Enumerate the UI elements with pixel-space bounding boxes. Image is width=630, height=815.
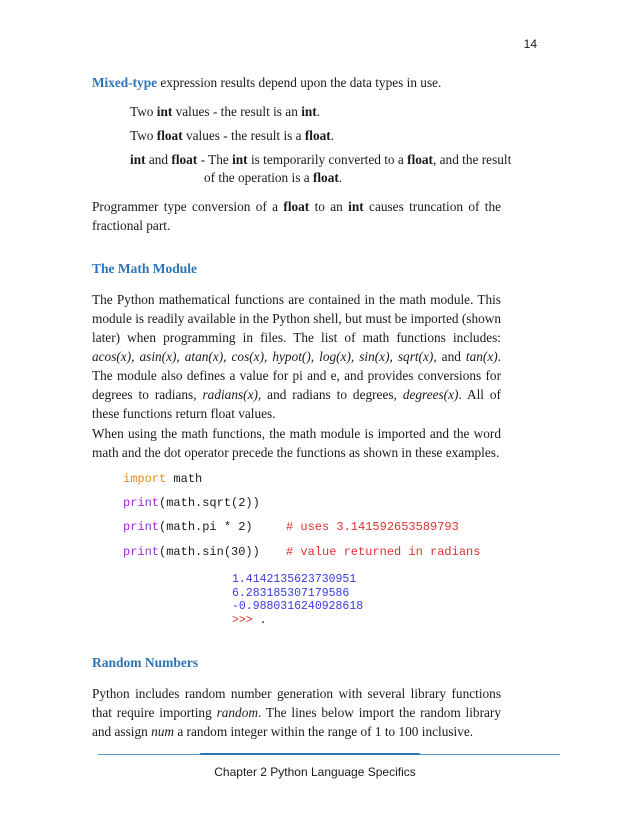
shell-output (232, 573, 363, 627)
rule-float-float: Two float values - the result is a float. (130, 128, 335, 143)
code-line-pi: print(math.pi * 2) (123, 520, 253, 534)
mixed-type-text: expression results depend upon the data types in use. (157, 75, 442, 90)
rule-int-float: int and float - The int is temporarily converted to a float, and the result (130, 152, 512, 167)
code-line-import: import math (123, 472, 203, 486)
rule-int-int: Two int values - the result is an int. (130, 104, 321, 119)
shell-prompt: >>> (232, 613, 253, 627)
math-module-heading: The Math Module (92, 261, 198, 276)
usage-paragraph: When using the math functions, the math module is imported and the word math and the dot operator precede the functions as shown in these examples. (92, 426, 501, 460)
code-line-sin: print(math.sin(30)) (123, 545, 260, 559)
rule-int-float-continued: of the operation is a float. (204, 170, 343, 185)
function-list: acos(x), asin(x), atan(x), cos(x), hypot(), log(x), sin(x), sqrt(x), (92, 349, 437, 364)
mixed-type-term: Mixed-type (92, 75, 157, 90)
random-numbers-heading: Random Numbers (92, 655, 199, 670)
math-module-paragraph: The Python mathematical functions are contained in the math module. This module is readily available in the Python shell, but must be imported (shown later) when programming in files. The list of math functions includes: acos(x), asin(x), atan(x), cos(x), hypot(), log(x), sin(x), sqrt(x), and tan(x). The module also defines a value for pi and e, and provides conversions for degrees to radians, radians(x), and radians to degrees, degrees(x). All of these functions return float values. (92, 292, 501, 421)
code-comment-sin: # value returned in radians (286, 545, 481, 559)
shell-prompt-line: >>> . (232, 613, 267, 627)
conversion-paragraph: Programmer type conversion of a float to an int causes truncation of the fractional part. (92, 199, 501, 233)
output-line: -0.9880316240928618 (232, 600, 364, 613)
page-number: 14 (523, 37, 537, 51)
footer-divider-accent (200, 753, 420, 755)
chapter-footer: Chapter 2 Python Language Specifics (214, 765, 416, 779)
code-line-sqrt: print(math.sqrt(2)) (123, 496, 260, 510)
random-paragraph: Python includes random number generation with several library functions that require importing random. The lines below import the random library and assign num a random integer within the range of 1 to 100 inclusive. (92, 686, 501, 739)
mixed-type-paragraph (92, 73, 512, 92)
code-comment-pi: # uses 3.141592653589793 (286, 520, 459, 534)
output-line: 6.283185307179586 (232, 586, 350, 600)
output-line: 1.4142135623730951 (232, 573, 357, 586)
